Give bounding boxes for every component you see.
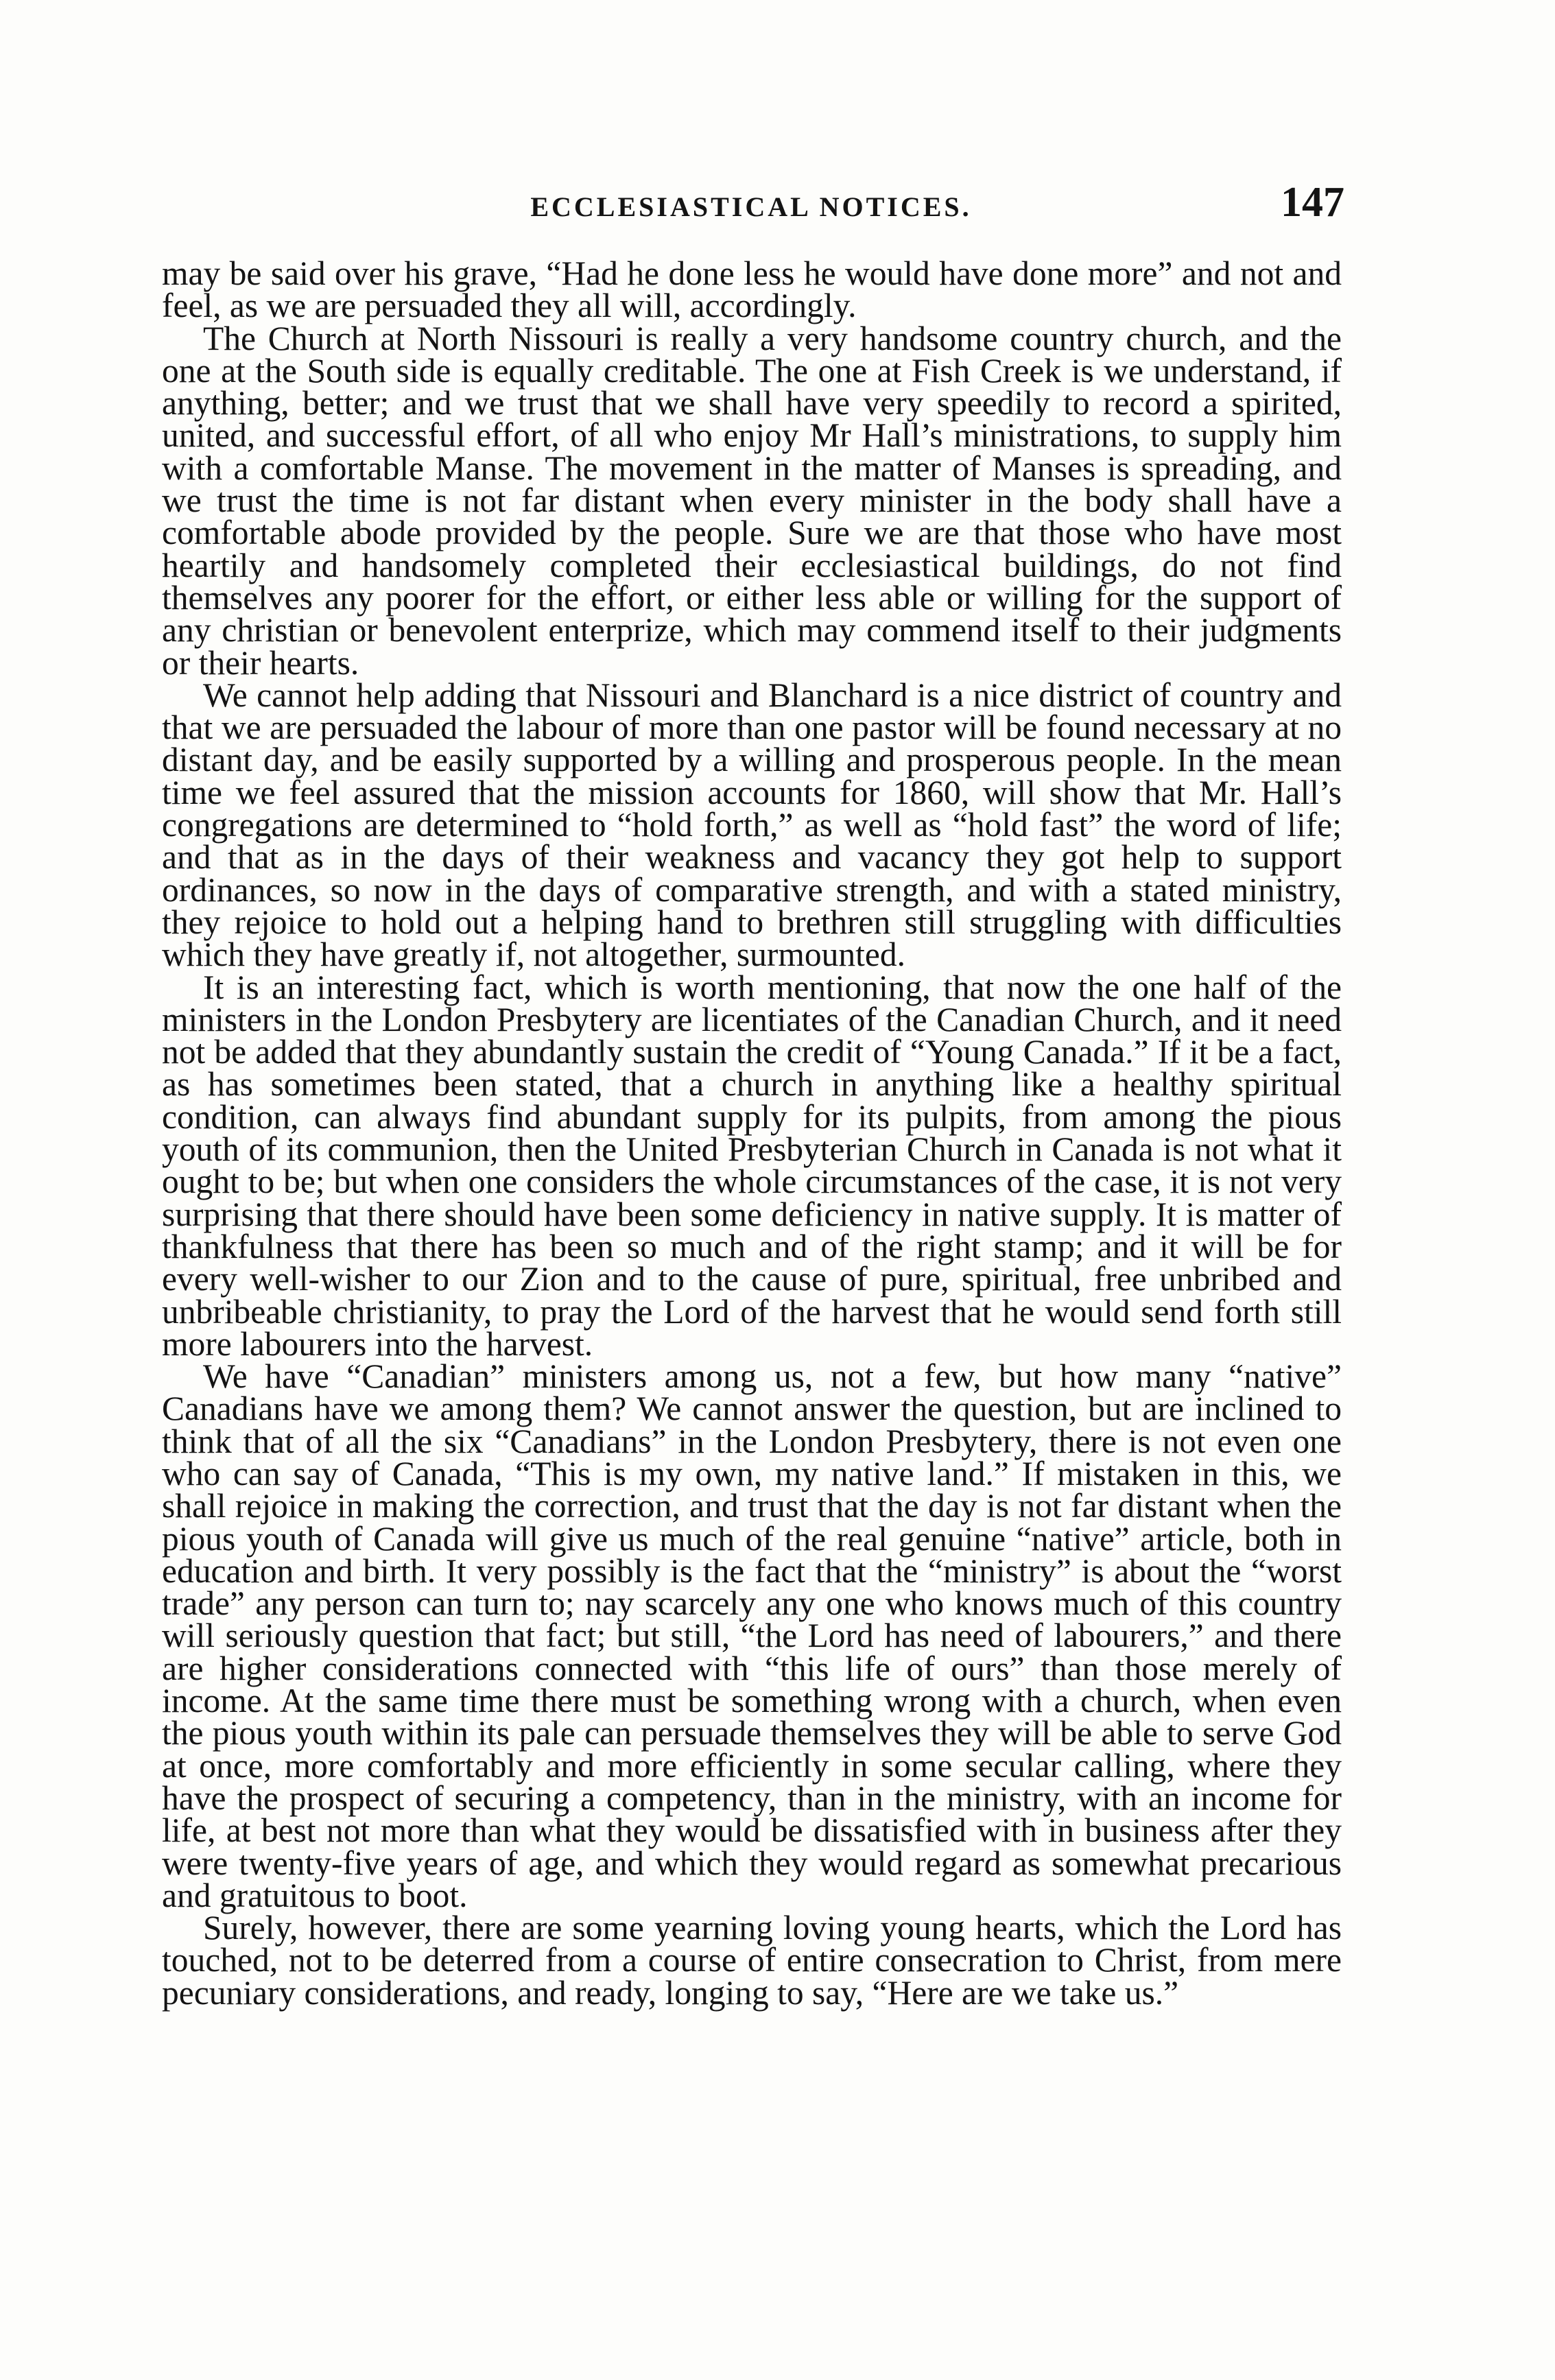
paragraph-canadian-ministers: We have “Canadian” ministers among us, not a few, but how many “native” Canadians have we among them? We cannot answer the question, but are inclined to think that of all the six “Canadians” in the London Presbytery, there is not even one who can say of Canada, “This is my own, my native land.” If mistaken in this, we shall rejoice in making the correction, and trust that the day is not far distant when the pious youth of Canada will give us much of the real genuine “native” article, both in education and birth. It very possibly is the fact that the “ministry” is about the “worst trade” any person can turn to; nay scarcely any one who knows much of this country will seriously question that fact; but still, “the Lord has need of labourers,” and there are higher considerations connected with “this life of ours” than those merely of income. At the same time there must be something wrong with a church, when even the pious youth within its pale can persuade themselves they will be able to serve God at once, more comfortably and more efficiently in some secular calling, where they have the prospect of securing a competency, than in the ministry, with an income for life, at best not more than what they would be dissatisfied with in business after they were twenty-five years of age, and which they would regard as somewhat precarious and gratuitous to boot. bbox=[162, 1357, 1342, 1914]
paragraph-nissouri-blanchard: We cannot help adding that Nissouri and Blanchard is a nice district of country and that we are persuaded the labour of more than one pastor will be found necessary at no distant day, and be easily supported by a willing and prosperous people. In the mean time we feel assured that the mission accounts for 1860, will show that Mr. Hall’s congregations are determined to “hold forth,” as well as “hold fast” the word of life; and that as in the days of their weakness and vacancy they got help to support ordinances, so now in the days of comparative strength, and with a stated ministry, they rejoice to hold out a helping hand to brethren still struggling with difficulties which they have greatly if, not altogether, surmounted. bbox=[162, 676, 1342, 974]
paragraph-london-presbytery: It is an interesting fact, which is worth mentioning, that now the one half of the ministers in the London Presbytery are licentiates of the Canadian Church, and it need not be added that they abundantly sustain the credit of “Young Canada.” If it be a fact, as has sometimes been stated, that a church in anything like a healthy spiritual condition, can always find abundant supply for its pulpits, from among the pious youth of its communion, then the United Presbyterian Church in Canada is not what it ought to be; but when one considers the whole circumstances of the case, it is not very surprising that there should have been some deficiency in native supply. It is matter of thankfulness that there has been so much and of the right stamp; and it will be for every well-wisher to our Zion and to the cause of pure, spiritual, free unbribed and unbribeable christianity, to pray the Lord of the harvest that he would send forth still more labourers into the harvest. bbox=[162, 968, 1342, 1363]
paragraph-continuation: may be said over his grave, “Had he done less he would have done more” and not and feel, as we are persuaded they all will, accordingly. bbox=[162, 254, 1342, 325]
paragraph-yearning-hearts: Surely, however, there are some yearning loving young hearts, which the Lord has touched, not to be deterred from a course of entire consecration to Christ, from mere pecuniary considerations, and ready, longing to say, “Here are we take us.” bbox=[162, 1909, 1342, 2012]
page-number: 147 bbox=[1281, 179, 1344, 226]
page-header bbox=[158, 171, 1344, 226]
paragraph-north-nissouri-church: The Church at North Nissouri is really a very handsome country church, and the one at the South side is equally creditable. The one at Fish Creek is we understand, if anything, better; and we trust that we shall have very speedily to record a spirited, united, and successful effort, of all who enjoy Mr Hall’s ministrations, to supply him with a comfortable Manse. The movement in the matter of Manses is spreading, and we trust the time is not far distant when every minister in the body shall have a comfortable abode provided by the people. Sure we are that those who have most heartily and handsomely completed their ecclesiastical buildings, do not find themselves any poorer for the effort, or either less able or willing for the support of any christian or benevolent enterprize, which may commend itself to their judgments or their hearts. bbox=[162, 319, 1342, 682]
running-head: ECCLESIASTICAL NOTICES. bbox=[530, 191, 972, 222]
article-body bbox=[162, 254, 1342, 2012]
